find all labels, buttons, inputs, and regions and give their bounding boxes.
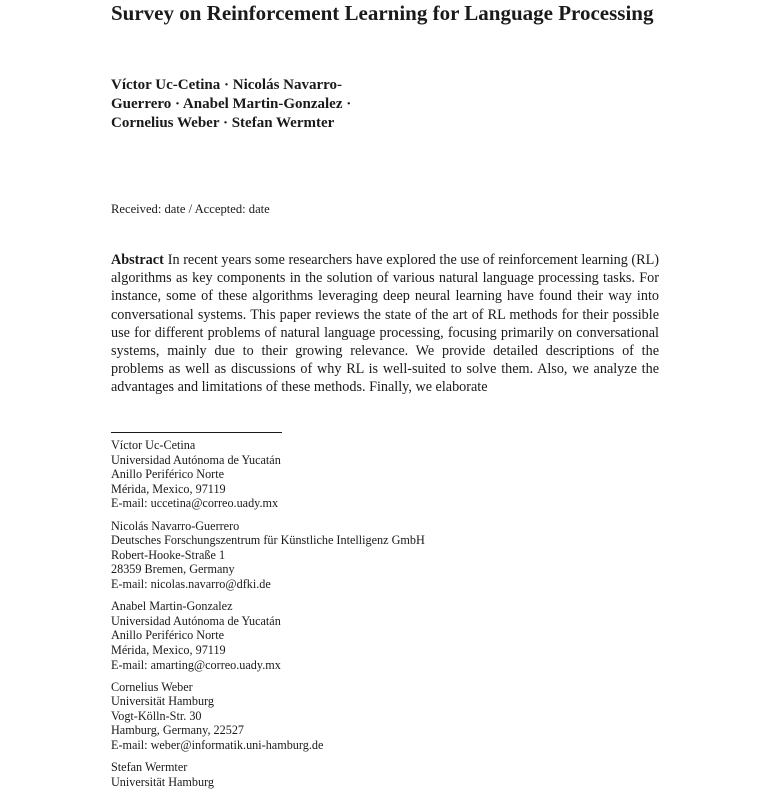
affiliation-line: Universität Hamburg bbox=[111, 694, 215, 709]
affiliation-email: E-mail: uccetina@correo.uady.mx bbox=[111, 496, 279, 511]
affiliation-email: E-mail: nicolas.navarro@dfki.de bbox=[111, 576, 271, 591]
affiliation-block bbox=[111, 680, 671, 753]
author-line: Cornelius Weber · Stefan Wermter bbox=[111, 115, 335, 131]
affiliation-email: E-mail: amarting@correo.uady.mx bbox=[111, 657, 281, 672]
affiliation-name: Stefan Wermter bbox=[111, 760, 188, 775]
received-date: Received: date / Accepted: date bbox=[111, 202, 270, 216]
abstract-label: Abstract bbox=[111, 252, 164, 268]
affiliation-line: Robert-Hooke-Straße 1 bbox=[111, 547, 226, 562]
affiliation-name: Víctor Uc-Cetina bbox=[111, 438, 196, 452]
affiliation-name: Cornelius Weber bbox=[111, 679, 193, 694]
affiliation-name: Nicolás Navarro-Guerrero bbox=[111, 518, 240, 533]
abstract bbox=[111, 251, 659, 397]
affiliation-line: Universidad Autónoma de Yucatán bbox=[111, 452, 281, 467]
affiliation-block bbox=[111, 519, 671, 592]
affiliation-line: Hamburg, Germany, 22527 bbox=[111, 723, 245, 738]
paper-title: Survey on Reinforcement Learning for Language Processing bbox=[111, 1, 654, 25]
affiliation-line: Mérida, Mexico, 97119 bbox=[111, 481, 226, 496]
affiliation-block bbox=[111, 438, 671, 511]
author-list bbox=[111, 76, 431, 133]
affiliation-block bbox=[111, 760, 671, 789]
author-line: Víctor Uc-Cetina · Nicolás Navarro- bbox=[111, 77, 343, 93]
affiliation-line: Anillo Periférico Norte bbox=[111, 467, 225, 482]
abstract-text: In recent years some researchers have explored the use of reinforcement learning (RL) algorithms as key components in the solution of various natural language processing tasks. For instance, some of these algorithms leveraging deep neural learning have found their way into conversational systems. This paper reviews the state of the art of RL methods for their possible use for different problems of natural language processing, focusing primarily on conversational systems, mainly due to their growing relevance. We provide detailed descriptions of the problems as well as discussions of why RL is well-suited to solve them. Also, we analyze the advantages and limitations of these methods. Finally, we elaborate bbox=[111, 252, 659, 396]
affiliation-email: E-mail: weber@informatik.uni-hamburg.de bbox=[111, 738, 324, 753]
affiliation-line: Anillo Periférico Norte bbox=[111, 628, 225, 643]
affiliation-name: Anabel Martin-Gonzalez bbox=[111, 599, 233, 614]
affiliation-line: 28359 Bremen, Germany bbox=[111, 562, 235, 577]
author-line: Guerrero · Anabel Martin-Gonzalez · bbox=[111, 96, 352, 112]
affiliation-line: Universidad Autónoma de Yucatán bbox=[111, 613, 281, 628]
footnote-rule bbox=[111, 432, 282, 433]
affiliation-line: Universität Hamburg bbox=[111, 774, 215, 789]
affiliation-block bbox=[111, 599, 671, 672]
affiliation-line: Deutsches Forschungszentrum für Künstliche Intelligenz GmbH bbox=[111, 533, 425, 548]
affiliations bbox=[111, 438, 671, 797]
affiliation-line: Mérida, Mexico, 97119 bbox=[111, 642, 226, 657]
affiliation-line: Vogt-Kölln-Str. 30 bbox=[111, 708, 202, 723]
